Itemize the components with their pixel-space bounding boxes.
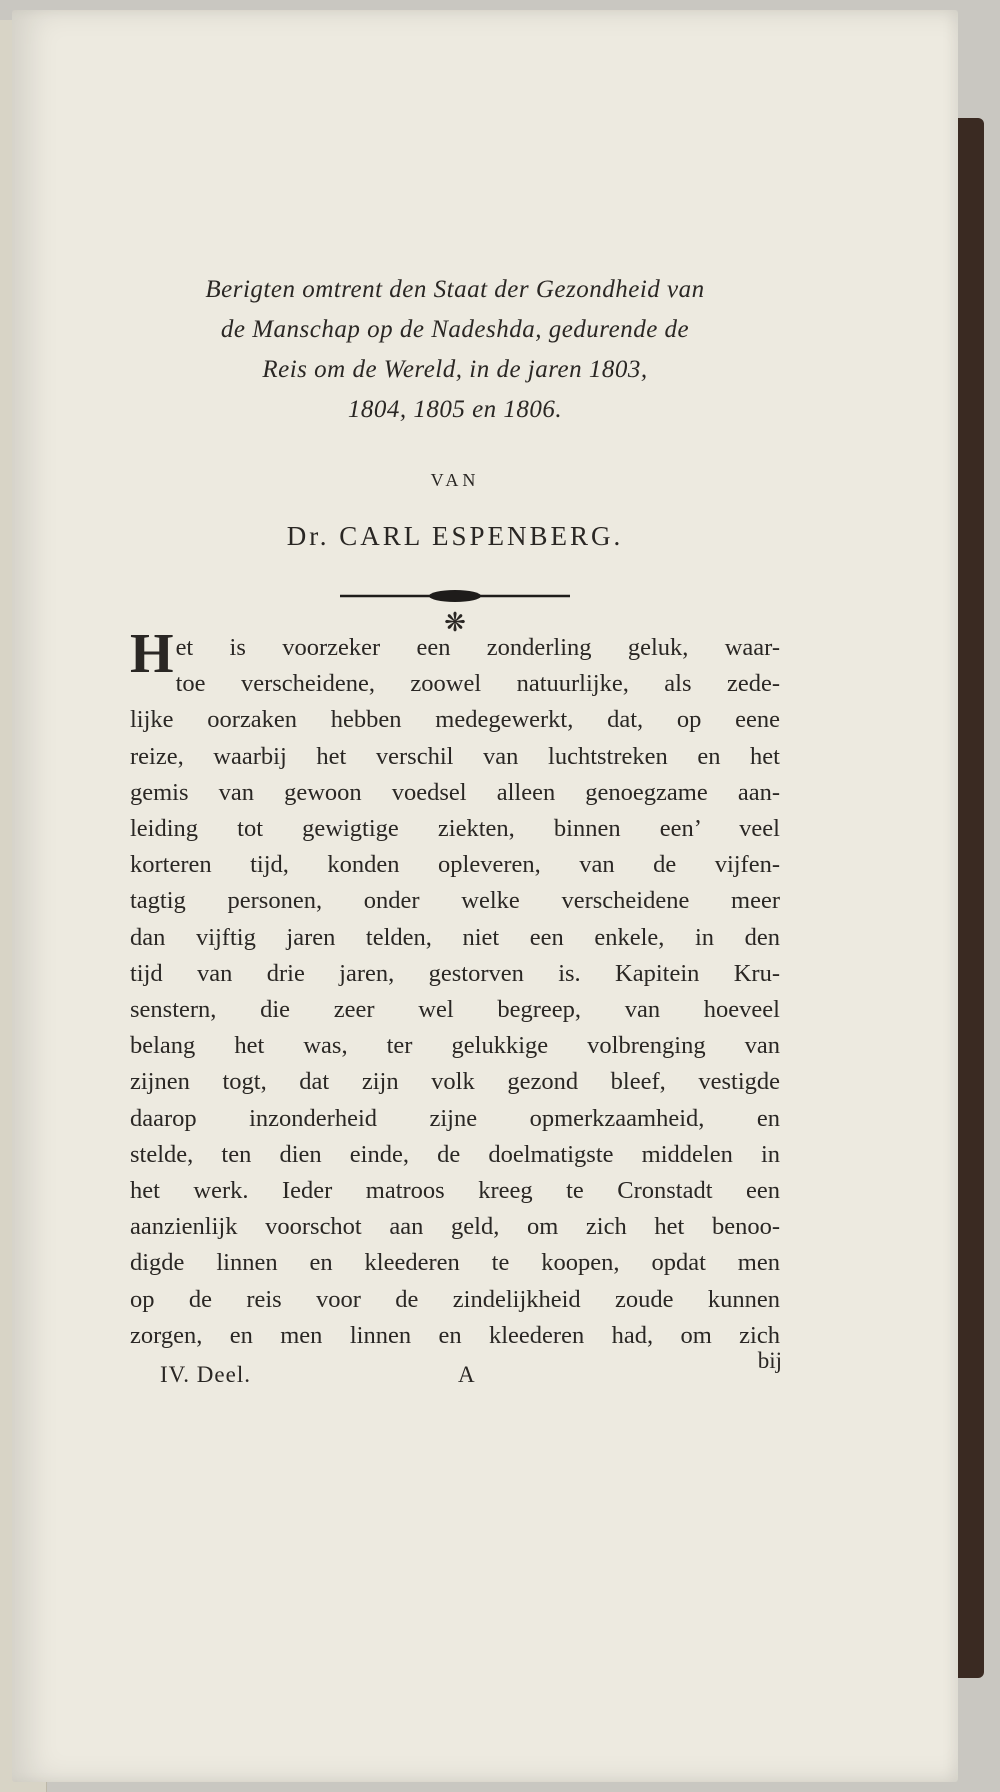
divider-ornament-icon	[340, 586, 570, 606]
body-line: tijd van drie jaren, gestorven is. Kapitein Kru-	[130, 959, 780, 987]
page-content	[130, 270, 780, 1396]
byline-van: VAN	[430, 470, 480, 490]
asterism-ornament: ❋	[444, 608, 466, 638]
signature-letter: A	[458, 1362, 475, 1388]
body-line: aanzienlijk voorschot aan geld, om zich het benoo-	[130, 1213, 780, 1241]
body-line: tagtig personen, onder welke verscheidene meer	[130, 887, 780, 915]
body-line: op de reis voor de zindelijkheid zoude kunnen	[130, 1285, 780, 1313]
signature-mark: IV. Deel.	[160, 1362, 251, 1388]
body-line: stelde, ten dien einde, de doelmatigste middelen in	[130, 1140, 780, 1168]
book-page	[12, 10, 958, 1782]
catchword: bij	[757, 1348, 782, 1374]
body-line: toe verscheidene, zoowel natuurlijke, als zede-	[175, 670, 780, 698]
body-line: zijnen togt, dat zijn volk gezond bleef, vestigde	[130, 1068, 780, 1096]
body-line: reize, waarbij het verschil van luchtstreken en het	[130, 742, 780, 770]
body-line: lijke oorzaken hebben medegewerkt, dat, op eene	[130, 706, 780, 734]
body-line: leiding tot gewigtige ziekten, binnen een’ veel	[130, 815, 780, 843]
body-line-first-text: et is voorzeker een zonderling geluk, waar-	[175, 634, 780, 661]
body-paragraph	[130, 623, 780, 1354]
body-line: senstern, die zeer wel begreep, van hoeveel	[130, 996, 780, 1024]
body-line: zorgen, en men linnen en kleederen had, om zich	[130, 1321, 780, 1349]
body-line: dan vijftig jaren telden, niet een enkele, in den	[130, 923, 780, 951]
body-line: digde linnen en kleederen te koopen, opdat men	[130, 1249, 780, 1277]
article-title	[130, 270, 780, 430]
body-line: korteren tijd, konden opleveren, van de vijfen-	[130, 851, 780, 879]
title-line: 1804, 1805 en 1806.	[347, 396, 563, 423]
page-footer	[130, 1348, 782, 1396]
body-line: gemis van gewoon voedsel alleen genoegzame aan-	[130, 778, 780, 806]
drop-cap: H	[130, 623, 174, 685]
title-line: de Manschap op de Nadeshda, gedurende de	[220, 316, 690, 343]
title-line: Reis om de Wereld, in de jaren 1803,	[262, 356, 648, 383]
author-name: Dr. CARL ESPENBERG.	[286, 521, 624, 551]
title-line: Berigten omtrent den Staat der Gezondheid van	[205, 276, 705, 303]
body-line: het werk. Ieder matroos kreeg te Cronstadt een	[130, 1177, 780, 1205]
body-line: daarop inzonderheid zijne opmerkzaamheid, en	[130, 1104, 780, 1132]
body-line: belang het was, ter gelukkige volbrenging van	[130, 1032, 780, 1060]
